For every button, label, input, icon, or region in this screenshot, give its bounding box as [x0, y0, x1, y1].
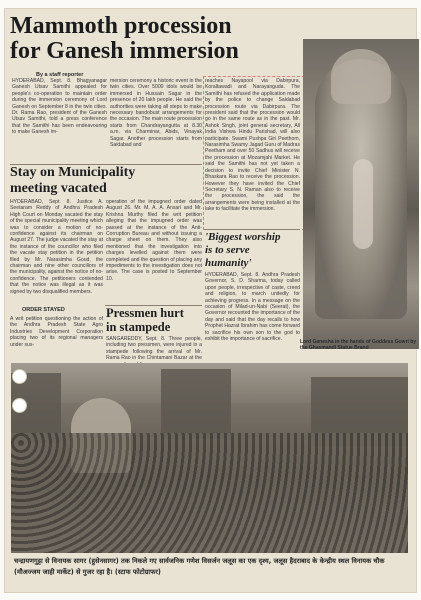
story2-column-1: HYDERABAD, Sept. 8. Justice A. Seetaram Reddy of Andhra Pradesh High Court on Monday vacated the stay of the special municipality meeting which was to consider a motion of no-confidence against its chairman on August 27. The judge vacated the stay at the instance of the councillor who filed the vacate stay petition in the petition filed by Mr. Narasimha Goud, the chairman and nine other councillors of the municipality, against the notice of no-confidence. The petitioners contended that the notice was illegal as it was signed by two disqualified members.	[10, 199, 103, 295]
story4-column: HYDERABAD, Sept. 8. Andhra Pradesh Governor, S. D. Sharma, today called upon people, irrespective of caste, creed and religion, to march unitedly for achieving progress. In a message on the occasion of Milad-un-Nabi (Seerat), the Governor recounted the importance of the day and said that the day recalls to how Prophet Hazrat Ibrahim has come forward to sacrifice his own son to the god to exhibit the importance of sacrifice.	[205, 272, 300, 343]
main-headline	[10, 14, 300, 64]
story2-headline-line-2: meeting vacated	[10, 181, 107, 196]
story2-headline-line-1: Stay on Municipality	[10, 165, 136, 180]
story2-column-2: operation of the impugned order dated August 26. Mr. M. A. A. Ansari and Mr. Krishna Murthy filed the writ petition alleging that the impugned order was passed at the instance of the Anti-Corruption Bureau and without issuing a charge sheet on them. They also mentioned that the investigation into charges levelled against them were completed and the question of placing any impediments to the investigation does not arise. The case is posted to September 10.	[106, 199, 202, 282]
story3-column: SANGAREDDY, Sept. 8. Three people, including two pressmen, were injured in a stampede following the arrival of Mr. Rama Rao in the Chintamani Bazar at the	[106, 336, 202, 362]
story3-headline-line-2: in stampede	[106, 320, 171, 334]
story2-headline	[10, 165, 202, 197]
photo-bottom-caption: चन्द्रायणगुट्टा से विनायक सागर (हुसेनसागर) तक निकले गए सार्वजनिक गणेश विसर्जन जलूस का एक दृश्य, जलूस हैदराबाद के केन्द्रीय स्थल विनायक चौक (मौअज्जम जाही मार्केट) से गुजर रहा है। (स्टाफ फोटोग्राफर)	[14, 557, 385, 576]
story3-headline-line-1: Pressmen hurt	[106, 306, 184, 320]
story4-headline-line-3: humanity'	[205, 257, 252, 269]
procession-crowd-photo	[11, 363, 408, 553]
story4-headline-line-2: is to serve	[205, 244, 250, 256]
photo-top-caption: Lord Ganesha in the hands of Goddess Gowri by the Ghasmandi Statue Brand	[300, 339, 417, 351]
story1-column-3: reaches Nayapool via Dabirpura, Koraltawadi and Narayanguda. The Samithi has refused the application made by the police to change Saidabad procession route via Dabirpura. The president said that the procession would go in the same route as in the past. Mr. Ashok Singh, joint general secretary, All India Vishwa Hindu Parishad, will also participate. Swami Pushpa Giri Peethom, Narasimha Swamy Jagad Guru of Madras Peetham and over 50 Sadhus will receive the procession at Mozamjahi Market. He said the Samithi has not yet taken a decision to invite Chief Minister N. Bhaskara Rao to receive the procession. However they have invited the Chief Secretary S. N. Raman also to receive the procession, the said the arrangements were being installed at the lake to facilitate the immersion.	[205, 78, 300, 213]
story1-column-1: HYDERABAD, Sept. 8. Bhagyanagar Ganesh Utsav Samithi appealed for people's co-operation to maintain order during the immersion ceremony of Lord Ganesh on September 8 in the twin cities. Dr. Rama Rao, president of the Ganesh Utsav Samithi, told a press conference that the Samithi has been endeavouring to make Ganesh im-	[12, 78, 107, 136]
story1-column-2: mersion ceremony a historic event in the twin cities. Over 5000 idols would be immersed in Hussain Sagar in the presence of 20 lakh people. He said the authorities were taking all steps to make necessary bandobust arrangements for the occasion. The main route procession starts from Chandrayangutta at 8.30 a.m. via Charminar, Abids, Vinayak Sagar. Another procession starts from Saidabad and	[110, 78, 202, 149]
headline-line-2: for Ganesh immersion	[10, 38, 239, 64]
story3-headline	[106, 306, 206, 334]
story4-headline	[205, 231, 303, 270]
highlight-box	[203, 76, 305, 230]
headline-line-1: Mammoth procession	[10, 13, 232, 39]
punch-hole-icon	[12, 369, 27, 384]
punch-hole-icon	[12, 398, 27, 413]
story2-column-1b: A writ petition questioning the action of the Andhra Pradesh State Agro Industries Development Corporation placing two of its regional managers under sus-	[10, 316, 103, 348]
byline: By a staff reporter	[36, 72, 84, 78]
story4-headline-line-1: 'Biggest worship	[205, 231, 281, 243]
divider-line	[204, 229, 300, 230]
story2-subhead: ORDER STAYED	[22, 307, 65, 313]
ganesh-idol-photo	[303, 39, 419, 349]
